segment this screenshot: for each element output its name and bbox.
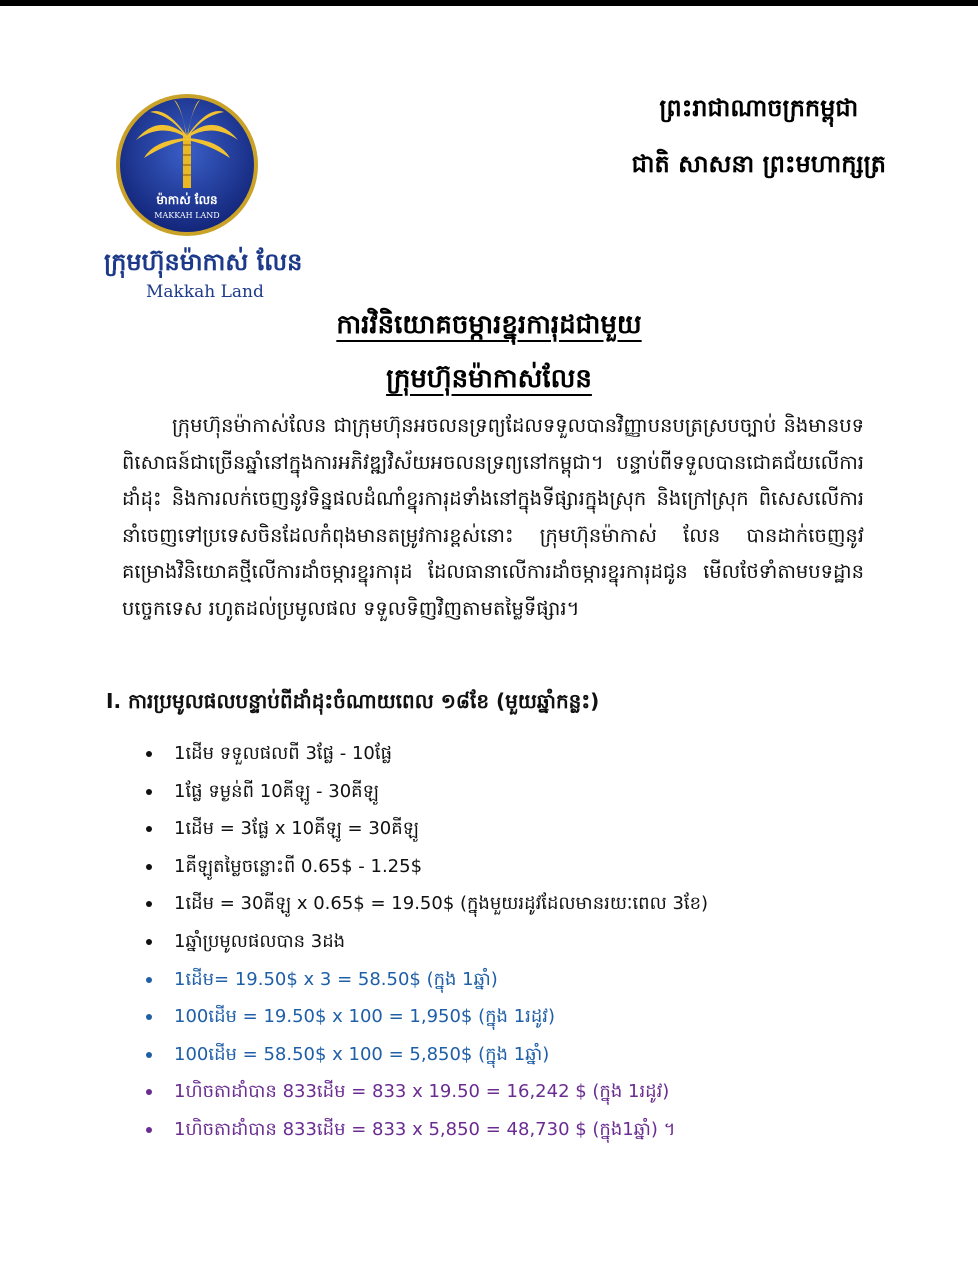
list-item-text: 1ហិចតាដាំបាន 833ដើម = 833 x 19.50 = 16,242 $ (ក្នុង 1រដូវ) — [174, 1081, 670, 1103]
list-item — [146, 738, 708, 776]
list-item-text: 1ផ្លែ ទម្ងន់ពី 10គីឡូ - 30គីឡូ — [174, 780, 379, 802]
list-item-text: 100ដើម = 19.50$ x 100 = 1,950$ (ក្នុង 1រដូវ) — [174, 1006, 556, 1028]
company-logo — [104, 92, 304, 312]
list-item-text: 1ដើម = 3ផ្លែ x 10គីឡូ = 30គីឡូ — [174, 818, 419, 840]
bullet-dot — [146, 1014, 152, 1020]
palm-tree-emblem — [114, 92, 260, 238]
logo-circle-khmer: ម៉ាកាស់ លែន — [156, 193, 218, 207]
list-item-text: 1ដើម ទទួលផលពី 3ផ្លែ - 10ផ្លែ — [174, 743, 393, 764]
motto-kingdom: ព្រះរាជាណាចក្រកម្ពុជា — [659, 94, 859, 122]
logo-company-latin: Makkah Land — [146, 282, 264, 302]
logo-company-khmer: ក្រុមហ៊ុនម៉ាកាស់ លែន — [104, 248, 303, 276]
list-item-text: 100ដើម = 58.50$ x 100 = 5,850$ (ក្នុង 1ឆ្នាំ) — [174, 1043, 550, 1065]
bullet-dot — [146, 1089, 152, 1095]
bullet-dot — [146, 1052, 152, 1058]
calculation-list — [146, 738, 708, 1152]
list-item — [146, 926, 708, 964]
list-item — [146, 813, 708, 851]
bullet-dot — [146, 977, 152, 983]
title-line-1-text: ការវិនិយោគចម្ការខ្នុរការុដជាមួយ — [336, 310, 642, 340]
list-item-text: 1ឆ្នាំប្រមូលផលបាន 3ដង — [174, 930, 346, 952]
bullet-dot — [146, 789, 152, 795]
list-item — [146, 776, 708, 814]
national-motto — [632, 80, 886, 192]
title-line-2-text: ក្រុមហ៊ុនម៉ាកាស់លែន — [386, 364, 592, 394]
list-item — [146, 964, 708, 1002]
list-item-text: 1ហិចតាដាំបាន 833ដើម = 833 x 5,850 = 48,730 $ (ក្នុង1ឆ្នាំ) ។ — [174, 1118, 676, 1140]
bullet-dot — [146, 864, 152, 870]
motto-nation-religion-king: ជាតិ សាសនា ព្រះមហាក្សត្រ — [631, 150, 886, 178]
bullet-dot — [146, 751, 152, 757]
list-item — [146, 1001, 708, 1039]
list-item — [146, 1114, 708, 1152]
bullet-dot — [146, 901, 152, 907]
list-item-text: 1ដើម= 19.50$ x 3 = 58.50$ (ក្នុង 1ឆ្នាំ) — [174, 968, 498, 990]
document-title-line-1 — [0, 308, 978, 346]
list-item — [146, 1076, 708, 1114]
intro-paragraph: ក្រុមហ៊ុនម៉ាកាស់លែន ជាក្រុមហ៊ុនអចលនទ្រព្យដែលទទួលបានវិញ្ញាបនបត្រស្របច្បាប់ និងមានបទពិសោធន៍ជាច្រើនឆ្នាំនៅក្នុងការអភិវឌ្ឍវិស័យអចលនទ្រព្យនៅកម្ពុជា។ បន្ទាប់ពីទទួលបានជោគជ័យលើការដាំដុះ និងការលក់ចេញនូវទិន្នផលដំណាំខ្នុរការុដទាំងនៅក្នុងទីផ្សារក្នុងស្រុក និងក្រៅស្រុក ពិសេសលើការនាំចេញទៅប្រទេសចិនដែលកំពុងមានតម្រូវការខ្ពស់នោះ ក្រុមហ៊ុនម៉ាកាស់ លែន បានដាក់ចេញនូវគម្រោងវិនិយោគថ្មីលើការដាំចម្ការខ្នុរការុដ ដែលធានាលើការដាំចម្ការខ្នុរការុដជូន មើលថែទាំតាមបទដ្ឋានបច្ចេកទេស រហូតដល់ប្រមូលផល ទទួលទិញវិញតាមតម្លៃទីផ្សារ។ — [122, 414, 864, 620]
list-item — [146, 888, 708, 926]
document-title-line-2 — [0, 362, 978, 400]
logo-circle-latin: MAKKAH LAND — [154, 211, 220, 220]
bullet-dot — [146, 939, 152, 945]
section-heading: I. ការប្រមូលផលបន្ទាប់ពីដាំដុះចំណាយពេល ១៨ខែ (មួយឆ្នាំកន្លះ) — [106, 689, 600, 713]
list-item — [146, 851, 708, 889]
bullet-dot — [146, 826, 152, 832]
list-item — [146, 1039, 708, 1077]
bullet-dot — [146, 1127, 152, 1133]
list-item-text: 1ដើម = 30គីឡូ x 0.65$ = 19.50$ (ក្នុងមួយរដូវដែលមានរយៈពេល 3ខែ) — [174, 893, 709, 915]
list-item-text: 1គីឡូតម្លៃចន្លោះពី 0.65$ - 1.25$ — [174, 855, 423, 877]
